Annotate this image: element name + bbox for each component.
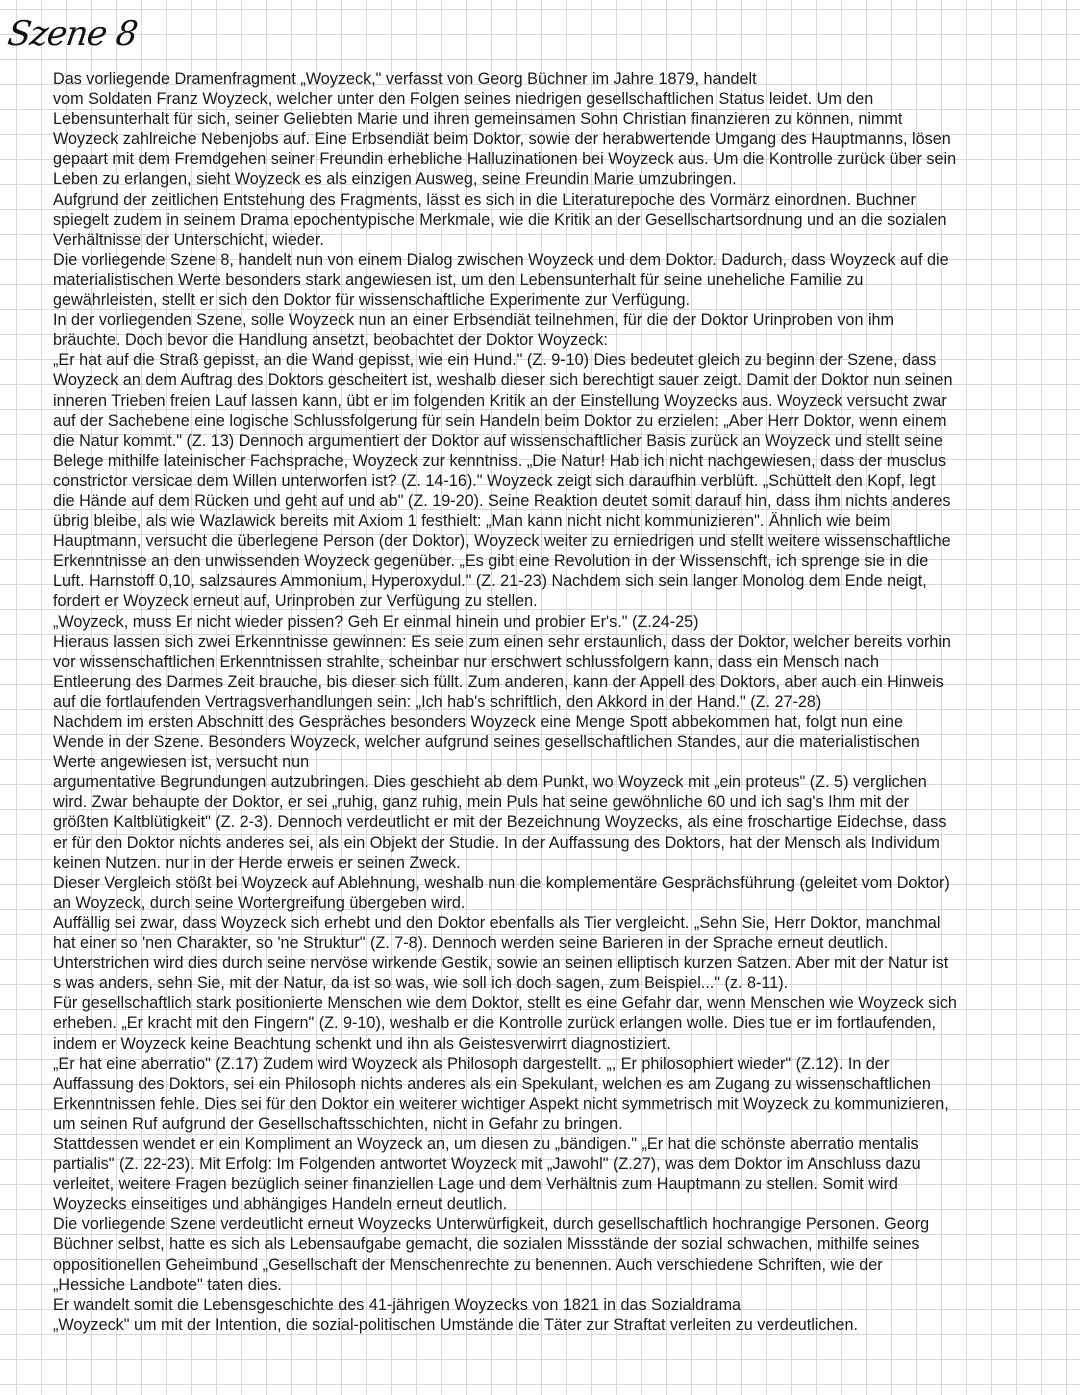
text-line: Hieraus lassen sich zwei Erkenntnisse gewinnen: Es seie zum einen sehr erstaunlich, dass der Doktor, welcher bereits vorhin: [53, 632, 951, 651]
text-line: Er wandelt somit die Lebensgeschichte des 41-jährigen Woyzecks von 1821 in das Sozialdrama: [53, 1295, 742, 1314]
text-line: Entleerung des Darmes Zeit brauche, bis dieser sich füllt. Zum anderen, kann der Appell des Doktors, aber auch ein Hinweis: [53, 672, 944, 691]
text-line: In der vorliegenden Szene, solle Woyzeck nun an einer Erbsendiät teilnehmen, für die der Doktor Urinproben von ihm: [53, 311, 895, 330]
text-line: „Er hat auf die Straß gepisst, an die Wand gepisst, wie ein Hund." (Z. 9-10) Dies bedeutet gleich zu beginn der Szene, dass: [53, 351, 937, 370]
text-line: Auffällig sei zwar, dass Woyzeck sich erhebt und den Doktor ebenfalls als Tier vergleicht. „Sehn Sie, Herr Doktor, manchmal: [53, 913, 941, 932]
text-line: Werte angewiesen ist, versucht nun: [53, 753, 310, 772]
text-line: fordert er Woyzeck erneut auf, Urinproben zur Verfügung zu stellen.: [53, 592, 538, 611]
text-line: keinen Nutzen. nur in der Herde erweis er seinen Zweck.: [53, 853, 461, 872]
text-line: vom Soldaten Franz Woyzeck, welcher unter den Folgen seines niedrigen gesellschaftlichen Status leidet. Um den: [53, 90, 874, 109]
text-line: hat einer so 'nen Charakter, so 'ne Struktur" (Z. 7-8). Dennoch werden seine Barieren in der Sprache erneut deutlich.: [53, 934, 889, 953]
text-line: Aufgrund der zeitlichen Entstehung des Fragments, lässt es sich in die Literaturepoche des Vormärz einordnen. Buchner: [53, 190, 916, 209]
text-line: Für gesellschaftlich stark positionierte Menschen wie dem Doktor, stellt es eine Gefahr dar, wenn Menschen wie Woyzeck sich: [53, 994, 957, 1013]
text-line: partialis" (Z. 22-23). Mit Erfolg: Im Folgenden antwortet Woyzeck mit „Jawohl" (Z.27), was dem Doktor im Anschluss dazu: [53, 1155, 921, 1174]
essay-text: [53, 69, 1013, 1335]
page-heading: Szene 8: [5, 14, 140, 54]
text-line: s was anders, sehn Sie, mit der Natur, da ist so was, wie soll ich doch sagen, zum Beispiel..." (z. 8-11).: [53, 974, 789, 993]
text-line: Belege mithilfe lateinischer Fachsprache, Woyzeck zur kenntniss. „Die Natur! Hab ich nicht nachgewiesen, dass der musclus: [53, 451, 947, 470]
text-line: Erkenntnissen fehle. Dies sei für den Doktor ein weiterer wichtiger Aspekt nicht symmetrisch mit Woyzeck zu kommunizieren,: [53, 1094, 949, 1113]
text-line: Stattdessen wendet er ein Kompliment an Woyzeck an, um diesen zu „bändigen." „Er hat die schönste aberratio mentalis: [53, 1134, 919, 1153]
text-line: Leben zu erlangen, sieht Woyzeck es als einzigen Ausweg, seine Freundin Marie umzubringen.: [53, 170, 737, 189]
text-line: Verhältnisse der Unterschicht, wieder.: [53, 230, 324, 249]
text-line: Wende in der Szene. Besonders Woyzeck, welcher aufgrund seines gesellschaftlichen Standes, aur die materialistischen: [53, 733, 920, 752]
text-line: wird. Zwar behaupte der Doktor, er sei „ruhig, ganz ruhig, mein Puls hat seine gewöhnliche 60 und ich sag's Ihm mit der: [53, 793, 910, 812]
text-line: Nachdem im ersten Abschnitt des Gespräches besonders Woyzeck eine Menge Spott abbekommen hat, folgt nun eine: [53, 713, 904, 731]
text-line: „Hessiche Landbote" taten dies.: [53, 1275, 282, 1294]
text-line: Auffassung des Doktors, sei ein Philosoph nichts anderes als ein Spekulant, welchen es am Zugang zu wissenschaftlichen: [53, 1074, 931, 1093]
text-line: „Woyzeck" um mit der Intention, die sozial-politischen Umstände die Täter zur Straftat verleiten zu verdeutlichen.: [53, 1315, 858, 1334]
text-line: oppositionellen Geheimbund „Gesellschaft der Menschenrechte zu benennen. Auch verschiedene Schriften, wie der: [53, 1255, 883, 1274]
text-line: Die vorliegende Szene 8, handelt nun von einem Dialog zwischen Woyzeck und dem Doktor. Dadurch, dass Woyzeck auf die: [53, 250, 949, 269]
text-line: die Natur kommt." (Z. 13) Dennoch argumentiert der Doktor auf wissenschaftlicher Basis zurück an Woyzeck und stellt seine: [53, 431, 943, 450]
text-line: Luft. Harnstoff 0,10, salzsaures Ammonium, Hyperoxydul." (Z. 21-23) Nachdem sich sein langer Monolog dem Ende neigt,: [53, 572, 927, 591]
text-line: constrictor versicae dem Willen unterworfen ist? (Z. 14-16)." Woyzeck zeigt sich daraufhin verblüft. „Schüttelt den Kopf, legt: [53, 471, 936, 490]
text-line: Woyzecks einseitiges und abhängiges Handeln erneut deutlich.: [53, 1195, 508, 1214]
text-line: argumentative Begrundungen autzubringen. Dies geschieht ab dem Punkt, wo Woyzeck mit „ein proteus" (Z. 5) verglichen: [53, 773, 927, 792]
text-line: verleitet, weitere Fragen bezüglich seiner finanziellen Lage und dem Verhältnis zum Hauptmann zu stellen. Somit wird: [53, 1175, 898, 1194]
text-line: bräuchte. Doch bevor die Handlung ansetzt, beobachtet der Doktor Woyzeck:: [53, 331, 608, 350]
text-line: größten Kaltblütigkeit" (Z. 2-3). Dennoch verdeutlicht er mit der Bezeichnung Woyzecks, als eine froschartige Eidechse, dass: [53, 813, 947, 832]
text-line: spiegelt zudem in seinem Drama epochentypische Merkmale, wie die Kritik an der Gesellschartsordnung und an die sozialen: [53, 210, 947, 229]
text-line: Woyzeck an dem Auftrag des Doktors gescheitert ist, weshalb dieser sich berechtigt sauer zeigt. Damit der Doktor nun seinen: [53, 371, 953, 390]
text-line: er für den Doktor nichts anderes sei, als ein Objekt der Studie. In der Auffassung des Doktors, hat der Mensch als Individum: [53, 833, 940, 852]
text-line: erheben. „Er kracht mit den Fingern" (Z. 9-10), weshalb er die Kontrolle zurück erlangen wolle. Dies tue er im fortlaufenden,: [53, 1014, 936, 1033]
text-line: „Er hat eine aberratio" (Z.17) Zudem wird Woyzeck als Philosoph dargestellt. „, Er philosophiert wieder" (Z.12). In der: [53, 1054, 890, 1073]
text-line: materialistischen Werte besonders stark angewiesen ist, um den Lebensunterhalt für seine uneheliche Familie zu: [53, 270, 864, 289]
text-line: auf die fortlaufenden Vertragsverhandlungen sein: „Ich hab's schriftlich, den Akkord in der Hand." (Z. 27-28): [53, 692, 822, 711]
text-line: Die vorliegende Szene verdeutlicht erneut Woyzecks Unterwürfigkeit, durch gesellschaftlich hochrangige Personen. Georg: [53, 1215, 930, 1234]
text-line: vor wissenschaftlichen Erkenntnissen strahlte, scheinbar nur erschwert schlussfolgern kann, dass ein Mensch nach: [53, 652, 879, 671]
text-line: Erkenntnisse an den unwissenden Woyzeck gegenüber. „Es gibt eine Revolution in der Wissenschft, ich sprenge sie in die: [53, 552, 929, 571]
text-line: Unterstrichen wird dies durch seine nervöse wirkende Gestik, sowie an seinen elliptisch kurzen Satzen. Aber mit der Natur ist: [53, 954, 949, 973]
text-line: gewährleisten, stellt er sich den Doktor für wissenschaftliche Experimente zur Verfügung.: [53, 291, 691, 310]
text-line: Woyzeck zahlreiche Nebenjobs auf. Eine Erbsendiät beim Doktor, sowie der herabwertende Umgang des Hauptmanns, lösen: [53, 130, 951, 149]
text-line: übrig bleibe, als wie Wazlawick bereits mit Axiom 1 festhielt: „Man kann nicht nicht kommunizieren". Ähnlich wie beim: [53, 512, 891, 531]
text-line: um seinen Ruf aufgrund der Gesellschaftsschichten, nicht in Gefahr zu bringen.: [53, 1114, 623, 1133]
text-line: auf der Sachebene eine logische Schlussfolgerung für sein Handeln beim Doktor zu erzielen: „Aber Herr Doktor, wenn einem: [53, 411, 947, 430]
text-line: gepaart mit dem Fremdgehen seiner Freundin erhebliche Halluzinationen bei Woyzeck aus. Um die Kontrolle zurück über sein: [53, 150, 957, 169]
text-line: „Woyzeck, muss Er nicht wieder pissen? Geh Er einmal hinein und probier Er's." (Z.24-25): [53, 612, 699, 631]
text-line: Das vorliegende Dramenfragment „Woyzeck," verfasst von Georg Büchner im Jahre 1879, handelt: [53, 70, 757, 88]
text-line: an Woyzeck, durch seine Wortergreifung übergeben wird.: [53, 893, 466, 912]
text-line: inneren Trieben freien Lauf lassen kann, übt er im folgenden Kritik an der Einstellung Woyzecks aus. Woyzeck versucht zwar: [53, 391, 947, 410]
text-line: Dieser Vergleich stößt bei Woyzeck auf Ablehnung, weshalb nun die komplementäre Gesprächsführung (geleitet vom Doktor): [53, 873, 950, 892]
text-line: Lebensunterhalt für sich, seiner Geliebten Marie und ihren gemeinsamen Sohn Christian finanzieren zu können, nimmt: [53, 110, 903, 129]
text-line: indem er Woyzeck keine Beachtung schenkt und ihn als Geistesverwirrt diagnostiziert.: [53, 1034, 671, 1053]
text-line: Hauptmann, versucht die überlegene Person (der Doktor), Woyzeck weiter zu erniedrigen und stellt weitere wissenschaftliche: [53, 532, 951, 551]
text-line: Büchner selbst, hatte es sich als Lebensaufgabe gemacht, die sozialen Missstände der sozial schwachen, mithilfe seines: [53, 1235, 920, 1254]
text-line: die Hände auf dem Rücken und geht auf und ab" (Z. 19-20). Seine Reaktion deutet somit darauf hin, dass ihm nichts anderes: [53, 491, 951, 510]
